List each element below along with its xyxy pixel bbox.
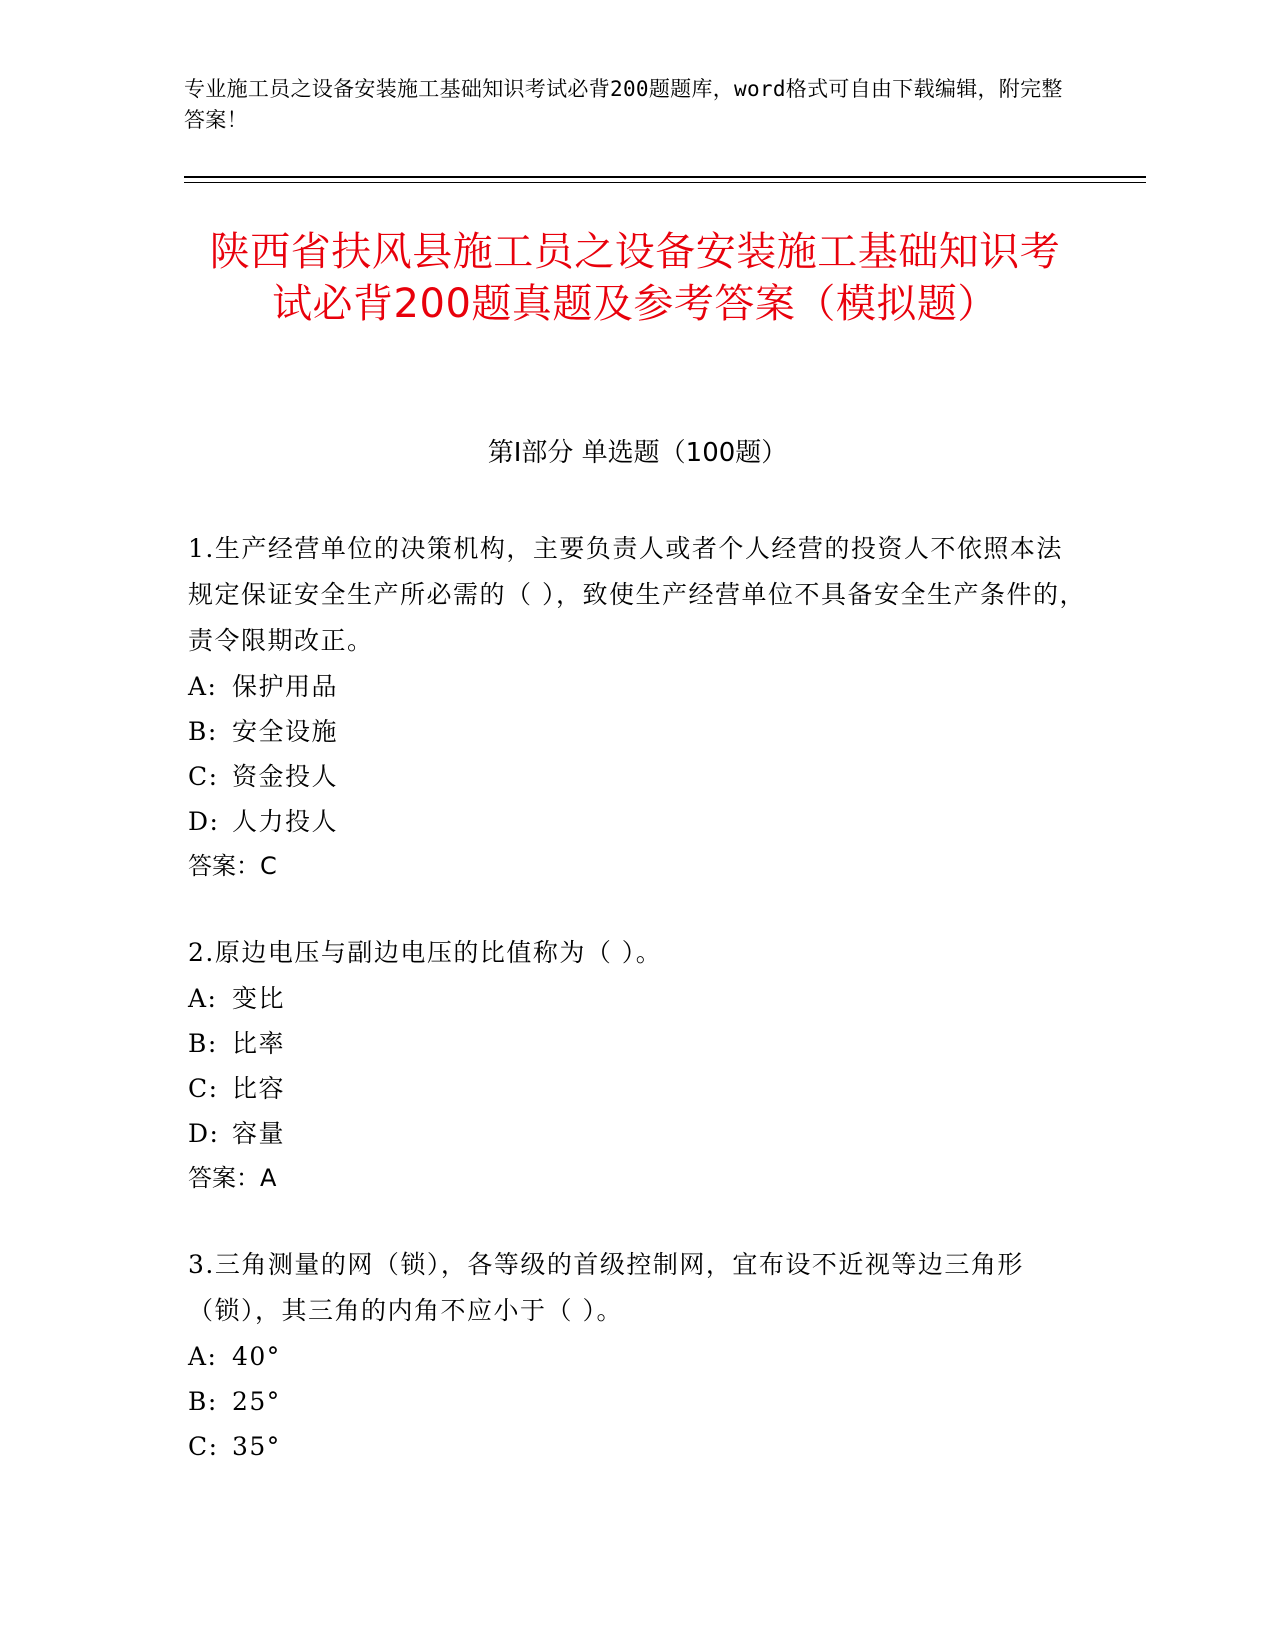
answer-line: 答案：A <box>188 1164 277 1192</box>
option-text: 比容 <box>232 1074 286 1103</box>
option-text: 人力投人 <box>232 807 339 836</box>
header-divider-thick <box>184 176 1146 178</box>
option-d <box>188 1111 1088 1156</box>
question-item <box>188 930 1088 1201</box>
answer-line: 答案：C <box>188 852 277 880</box>
section-title: 第I部分 单选题（100题） <box>487 438 788 468</box>
option-b <box>188 709 1088 754</box>
option-text: 35° <box>232 1432 281 1461</box>
option-b <box>188 1379 1088 1424</box>
question-stem: 2.原边电压与副边电压的比值称为（ ）。 <box>188 938 663 967</box>
question-item <box>188 526 1088 889</box>
option-b <box>188 1021 1088 1066</box>
option-label: A: <box>188 672 218 701</box>
option-text: 容量 <box>232 1119 286 1148</box>
option-c <box>188 754 1088 799</box>
header-divider-thin <box>184 182 1146 183</box>
option-c <box>188 1066 1088 1111</box>
option-text: 40° <box>232 1342 281 1371</box>
option-label: B: <box>188 717 218 746</box>
option-text: 25° <box>232 1387 281 1416</box>
option-label: C: <box>188 1432 219 1461</box>
option-a <box>188 1334 1088 1379</box>
question-list <box>188 526 1088 1510</box>
option-text: 变比 <box>232 984 286 1013</box>
option-text: 资金投人 <box>232 762 339 791</box>
option-label: B: <box>188 1387 218 1416</box>
question-item <box>188 1242 1088 1469</box>
question-stem: 1.生产经营单位的决策机构，主要负责人或者个人经营的投资人不依照本法规定保证安全生产所必需的（ ），致使生产经营单位不具备安全生产条件的，责令限期改正。 <box>188 534 1086 655</box>
option-text: 比率 <box>232 1029 286 1058</box>
option-label: D: <box>188 807 220 836</box>
option-label: A: <box>188 984 218 1013</box>
option-label: C: <box>188 1074 219 1103</box>
option-a <box>188 976 1088 1021</box>
question-stem: 3.三角测量的网（锁），各等级的首级控制网，宜布设不近视等边三角形（锁），其三角的内角不应小于（ ）。 <box>188 1250 1024 1325</box>
option-label: C: <box>188 762 219 791</box>
header-description: 专业施工员之设备安装施工基础知识考试必背200题题库，word格式可自由下载编辑，附完整答案！ <box>184 77 1063 132</box>
option-text: 安全设施 <box>232 717 339 746</box>
option-text: 保护用品 <box>232 672 339 701</box>
option-d <box>188 799 1088 844</box>
option-label: D: <box>188 1119 220 1148</box>
option-c <box>188 1424 1088 1469</box>
option-label: A: <box>188 1342 218 1371</box>
option-label: B: <box>188 1029 218 1058</box>
option-a <box>188 664 1088 709</box>
document-title: 陕西省扶风县施工员之设备安装施工基础知识考试必背200题真题及参考答案（模拟题） <box>209 229 1061 327</box>
